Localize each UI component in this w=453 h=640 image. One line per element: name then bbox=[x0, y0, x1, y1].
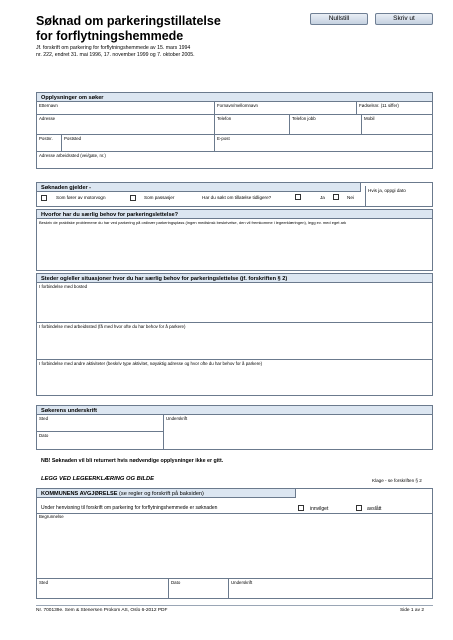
driver-label: Som fører av motorvogn bbox=[56, 195, 106, 200]
postal-number-field[interactable]: Postnr. bbox=[37, 135, 62, 152]
passenger-label: Som passasjer bbox=[144, 195, 175, 200]
municipality-statement: Under henvisning til forskrift om parkering for forflytningshemmede er søknaden bbox=[41, 505, 218, 511]
municipality-heading-title: KOMMUNENS AVGJØRELSE bbox=[41, 491, 118, 497]
signature-heading: Søkerens underskrift bbox=[36, 405, 433, 415]
driver-checkbox[interactable] bbox=[41, 195, 47, 201]
reset-button[interactable]: Nullstill bbox=[310, 13, 368, 25]
other-need-field[interactable]: I forbindelse med andre aktiviteter (beskriv type aktivitet, nøyaktig adresse og hvor ofte du har behov for å parkere) bbox=[39, 361, 263, 366]
signature-place-field[interactable]: Sted bbox=[37, 415, 164, 432]
rejected-checkbox[interactable] bbox=[356, 505, 362, 511]
work-address-field[interactable]: Adresse arbeidssted (vei/gate, nr.) bbox=[39, 153, 106, 158]
no-checkbox[interactable] bbox=[333, 194, 339, 200]
yes-checkbox[interactable] bbox=[295, 194, 301, 200]
mobile-field[interactable]: Mobil bbox=[362, 115, 432, 135]
surname-field[interactable]: Etternavn bbox=[37, 102, 215, 115]
legal-reference bbox=[36, 45, 296, 59]
previous-application-question: Har du søkt om tillatelse tidligere? bbox=[202, 195, 272, 200]
phone-field[interactable]: Telefon bbox=[215, 115, 290, 135]
attach-notice: LEGG VED LEGEERKLÆRING OG BILDE bbox=[41, 476, 155, 482]
reason-field[interactable]: Begrunnelse bbox=[37, 513, 432, 579]
phone-work-field[interactable]: Telefon jobb bbox=[290, 115, 362, 135]
work-need-field[interactable]: I forbindelse med arbeidssted (få med hvor ofte du har behov for å parkere) bbox=[37, 323, 432, 360]
signature-date-field[interactable]: Dato bbox=[37, 432, 164, 449]
form-title bbox=[36, 14, 286, 44]
municipality-heading-note: (se regler og forskrift på baksiden) bbox=[119, 491, 204, 497]
granted-checkbox[interactable] bbox=[298, 505, 304, 511]
rejected-label: avslått bbox=[367, 506, 382, 512]
yes-label: Ja bbox=[320, 195, 325, 200]
decision-place-field[interactable]: Sted bbox=[37, 579, 169, 598]
signature-field[interactable]: Underskrift bbox=[166, 416, 188, 421]
birth-number-field[interactable]: Fødselsnr. (11 siffer) bbox=[357, 102, 432, 115]
legal-reference-line1: Jf. forskrift om parkering for forflytningshemmede av 15. mars 1994 bbox=[36, 45, 191, 51]
form-title-line1: Søknad om parkeringstillatelse bbox=[36, 14, 221, 28]
legal-reference-line2: nr. 222, endret 31. mai 1996, 17. november 1999 og 7. oktober 2005. bbox=[36, 52, 195, 58]
municipality-heading bbox=[36, 488, 296, 498]
need-heading: Hvorfor har du særlig behov for parkeringslettelse? bbox=[36, 209, 433, 219]
applicant-heading: Opplysninger om søker bbox=[36, 92, 433, 102]
date-field-divider bbox=[365, 186, 366, 207]
footer-divider bbox=[36, 605, 433, 606]
page-info: Side 1 av 2 bbox=[400, 608, 425, 613]
decision-signature-field[interactable]: Underskrift bbox=[231, 580, 253, 585]
home-need-field[interactable]: I forbindelse med bosted bbox=[37, 283, 432, 323]
application-type-heading: Søknaden gjelder - bbox=[36, 182, 361, 192]
need-text-area[interactable] bbox=[37, 227, 432, 270]
address-field[interactable]: Adresse bbox=[37, 115, 215, 135]
passenger-checkbox[interactable] bbox=[130, 195, 136, 201]
postal-place-field[interactable]: Poststed bbox=[62, 135, 215, 152]
granted-label: innvilget bbox=[310, 506, 329, 512]
previous-date-hint: Hvis ja, oppgi dato bbox=[368, 188, 406, 193]
appeal-notice: Klage - se forskriften § 2 bbox=[372, 478, 422, 483]
form-title-line2: for forflytningshemmede bbox=[36, 29, 184, 43]
first-middle-name-field[interactable]: Fornavn/mellomnavn bbox=[215, 102, 357, 115]
return-warning: NB! Søknaden vil bli returnert hvis nødvendige opplysninger ikke er gitt. bbox=[41, 458, 224, 464]
print-button[interactable]: Skriv ut bbox=[375, 13, 433, 25]
email-field[interactable]: E-post bbox=[215, 135, 432, 152]
no-label: Nei bbox=[347, 195, 354, 200]
decision-date-field[interactable]: Dato bbox=[169, 579, 229, 598]
form-info: Nr. 700139e. Sem & Stenersen Prokom AS, Oslo 6-2012 PDF bbox=[36, 608, 168, 613]
need-hint: Beskriv de praktiske problemene du har ved parkering på ordinær parkeringsplass (ingen medisinsk beskrivelse, den vil fremkomme i legeerklæringen), legg ev. med eget ark bbox=[39, 220, 347, 225]
places-heading: Steder og/eller situasjoner hvor du har særlig behov for parkeringslettelse (jf. forskriften § 2) bbox=[36, 273, 433, 283]
